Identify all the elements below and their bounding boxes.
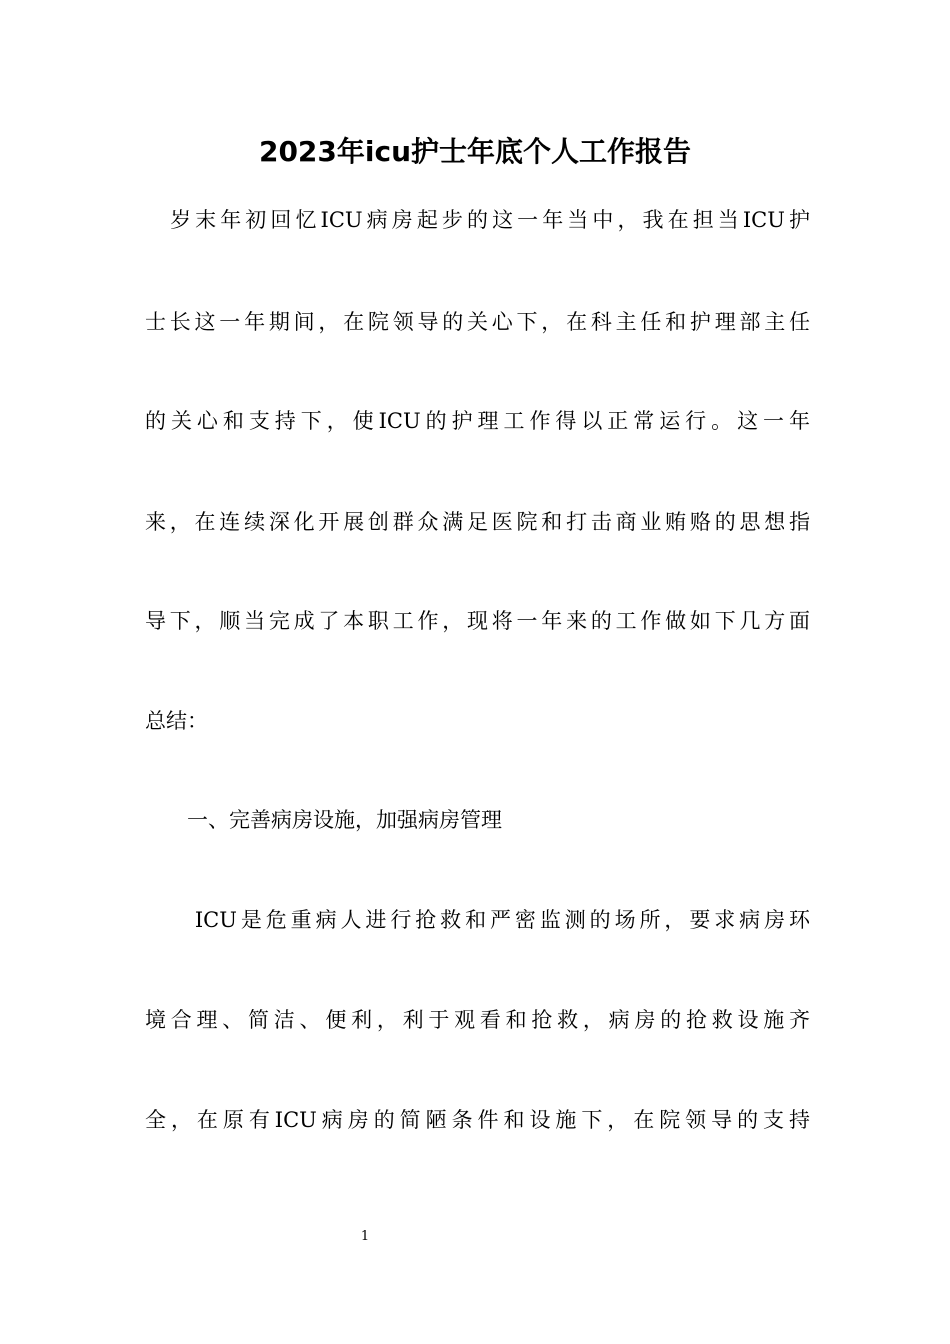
- page-number: 1: [360, 1229, 370, 1244]
- paragraph-line: 导下，顺当完成了本职工作，现将一年来的工作做如下几方面: [145, 609, 810, 633]
- paragraph-line: 总结：: [145, 709, 208, 733]
- section-heading: 一、完善病房设施，加强病房管理: [145, 808, 502, 832]
- paragraph-line: 岁末年初回忆ICU病房起步的这一年当中，我在担当ICU护: [145, 208, 810, 232]
- paragraph-line: 全，在原有ICU病房的简陋条件和设施下，在院领导的支持: [145, 1108, 810, 1132]
- document-title: 2023年icu护士年底个人工作报告: [258, 135, 692, 168]
- paragraph-line: 士长这一年期间，在院领导的关心下，在科主任和护理部主任: [145, 310, 810, 334]
- paragraph-line: 来，在连续深化开展创群众满足医院和打击商业贿赂的思想指: [145, 510, 810, 534]
- paragraph-line: 的关心和支持下，使ICU的护理工作得以正常运行。这一年: [145, 409, 810, 433]
- paragraph-line: 境合理、简洁、便利，利于观看和抢救，病房的抢救设施齐: [145, 1008, 810, 1032]
- paragraph-line: ICU是危重病人进行抢救和严密监测的场所，要求病房环: [145, 908, 810, 932]
